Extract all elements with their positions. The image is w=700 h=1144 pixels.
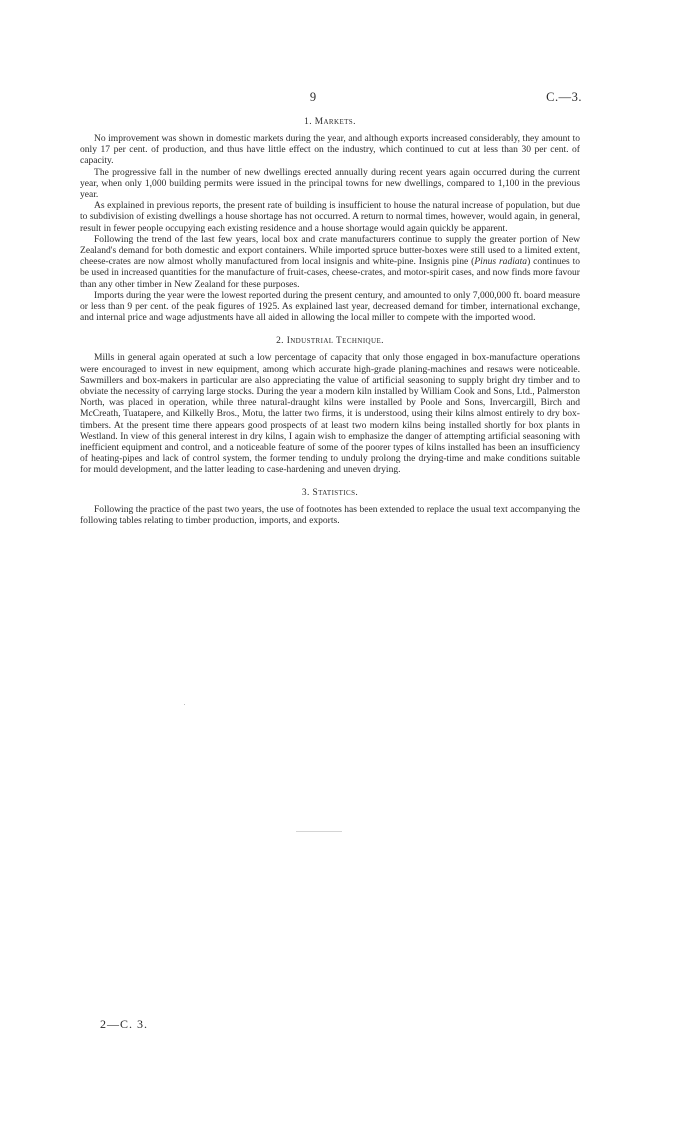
page-body <box>80 117 580 526</box>
paragraph-markets-exports: No improvement was shown in domestic markets during the year, and although exports increased considerably, they amount to only 17 per cent. of production, and thus have little effect on the industry, which continued to cut at less than 30 per cent. of capacity. <box>80 133 580 167</box>
section-heading-industrial-technique <box>80 336 580 347</box>
paragraph-markets-imports: Imports during the year were the lowest reported during the present century, and amounted to only 7,000,000 ft. board measure or less than 9 per cent. of the peak figures of 1925. As explained last year, decreased demand for timber, international exchange, and internal price and wage adjustments have all aided in allowing the local miller to compete with the imported wood. <box>80 289 580 324</box>
section-title: Markets. <box>314 117 356 127</box>
section-number: 2. <box>276 336 284 347</box>
section-number: 1. <box>304 117 312 127</box>
page-header <box>0 90 700 108</box>
scan-speck <box>184 704 185 705</box>
section-title: Statistics. <box>312 487 359 498</box>
paragraph-markets-box-crate-tail: ) continues to be used in increased quantities for the manufacture of fruit-cases, cheese-crates, and motor-spirit cases, and now finds more favour than any other timber in New Zealand for these purposes. <box>80 256 581 290</box>
page-number: 9 <box>309 90 317 104</box>
sheet-reference: 2—C. 3. <box>100 1017 149 1031</box>
section-number: 3. <box>301 487 310 498</box>
document-reference: C.—3. <box>546 90 582 104</box>
section-heading-markets <box>80 117 580 128</box>
paragraph-markets-dwellings: The progressive fall in the number of new dwellings erected annually during recent years again occurred during the current year, when only 1,000 building permits were issued in the principal towns for new dwellings, compared to 1,100 in the previous year. <box>80 166 580 201</box>
paragraph-markets-house-shortage: As explained in previous reports, the present rate of building is insufficient to house the natural increase of population, but due to subdivision of existing dwellings a house shortage has not occurred. A return to normal times, however, would again, in general, result in fewer people occupying each existing residence and a house shortage would again quickly be apparent. <box>80 200 580 234</box>
page-separator-rule <box>296 831 342 832</box>
paragraph-industrial-technique: Mills in general again operated at such a low percentage of capacity that only those engaged in box-manufacture operations were encouraged to invest in new equipment, among which accurate high-grade planing-machines and resaws were noticeable. Sawmillers and box-makers in particular are also appreciating the value of artificial seasoning to supply bright dry timber and to obviate the necessity of carrying large stocks. During the year a modern kiln installed by William Cook and Sons, Ltd., Palmerston North, was placed in operation, while three natural-draught kilns were installed by Poole and Sons, Invercargill, Birch and McCreath, Tuatapere, and Kilkelly Bros., Motu, the latter two firms, it is understood, using their kilns almost entirely to dry box-timbers. At the present time there appears good prospects of at least two modern kilns being installed shortly for box plants in Westland. In view of this general interest in dry kilns, I again wish to emphasize the danger of attempting artificial seasoning with inefficient equipment and control, and a noticeable feature of some of the poorer types of kilns installed has been an insufficiency of heating-pipes and lack of control system, the former tending to unduly prolong the drying-time and make conditions suitable for mould development, and the latter leading to case-hardening and uneven drying. <box>80 352 580 476</box>
paragraph-markets-box-crate-text: Following the trend of the last few years, local box and crate manufacturers continue to supply the greater portion of New Zealand's demand for both domestic and export containers. While imported spruce butter-boxes were still used to a limited extent, cheese-crates are now almost wholly manufactured from local insignis and white-pine. Insignis pine ( <box>80 233 580 268</box>
paragraph-statistics: Following the practice of the past two years, the use of footnotes has been extended to replace the usual text accompanying the following tables relating to timber production, imports, and exports. <box>80 503 580 526</box>
section-title: Industrial Technique. <box>286 336 384 347</box>
section-heading-statistics <box>80 488 580 499</box>
species-name-italic: Pinus radiata <box>474 256 528 268</box>
paragraph-markets-box-crate <box>80 234 580 290</box>
